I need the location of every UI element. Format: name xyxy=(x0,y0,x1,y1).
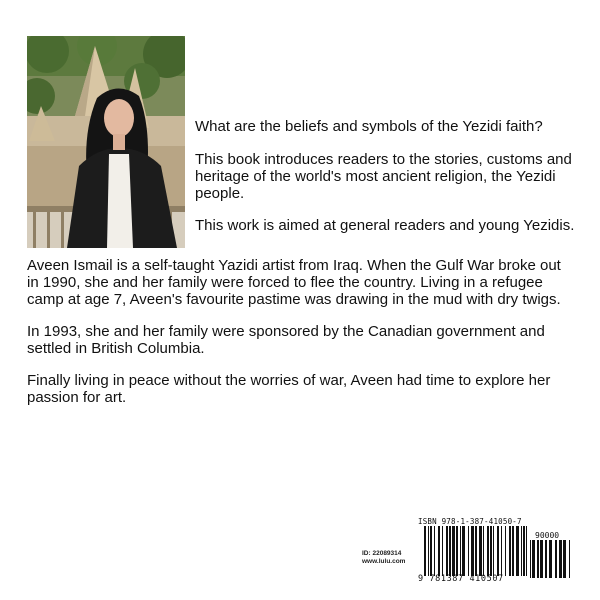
barcode-icon xyxy=(424,526,528,576)
publisher-mark xyxy=(362,550,418,566)
intro-text xyxy=(195,118,575,249)
intro-question: What are the beliefs and symbols of the Yezidi faith? xyxy=(195,118,543,135)
author-photo xyxy=(27,36,185,248)
author-bio xyxy=(27,257,575,421)
publisher-site: www.lulu.com xyxy=(362,558,406,565)
bio-paragraph-1: Aveen Ismail is a self-taught Yazidi artist from Iraq. When the Gulf War broke out in 1990, she and her family were forced to flee the country. Living in a refugee camp at age 7, Aveen's favourite pastime was drawing in the mud with dry twigs. xyxy=(27,257,561,308)
isbn-label: ISBN 978-1-387-41050-7 xyxy=(418,517,522,526)
publisher-id: ID: 22089314 xyxy=(362,550,402,557)
intro-description: This book introduces readers to the stories, customs and heritage of the world's most ancient religion, the Yezidi people. xyxy=(195,151,572,202)
bio-paragraph-3: Finally living in peace without the worries of war, Aveen had time to explore her passion for art. xyxy=(27,372,551,406)
addon-barcode-icon xyxy=(530,540,570,578)
bio-paragraph-2: In 1993, she and her family were sponsored by the Canadian government and settled in British Columbia. xyxy=(27,323,545,357)
barcode-digits: 9 781387 410507 xyxy=(418,574,504,584)
price-code: 90000 xyxy=(535,531,560,540)
intro-audience: This work is aimed at general readers and young Yezidis. xyxy=(195,217,575,234)
